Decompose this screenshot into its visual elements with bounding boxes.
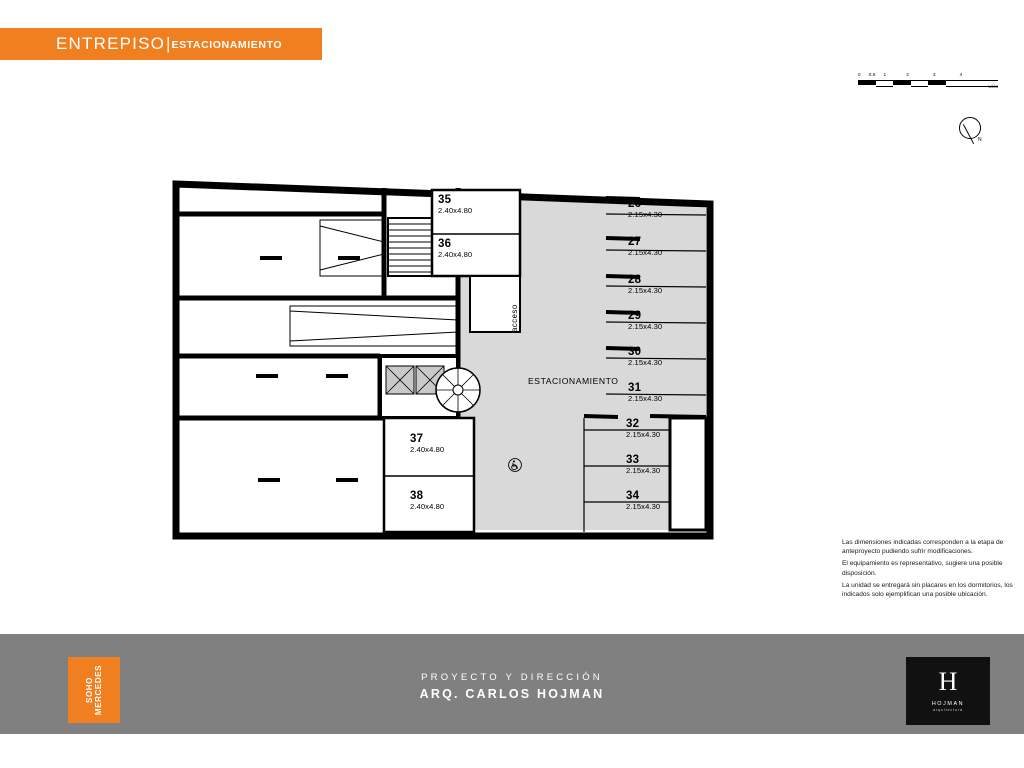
stall-31 bbox=[628, 382, 662, 404]
stall-29 bbox=[628, 310, 662, 332]
stall-33 bbox=[626, 454, 660, 476]
stall-35-dimension: 2.40x4.80 bbox=[438, 206, 473, 215]
credit-line-2: ARQ. CARLOS HOJMAN bbox=[419, 687, 605, 701]
stall-32 bbox=[626, 418, 660, 440]
stall-26-number: 26 bbox=[628, 198, 642, 210]
stall-27 bbox=[628, 236, 662, 258]
stall-35-number: 35 bbox=[438, 194, 452, 206]
stall-38-number: 38 bbox=[410, 490, 424, 502]
note-line-2: El equipamiento es representativo, sugiere una posible disposición. bbox=[842, 560, 1003, 577]
floorplan-drawing bbox=[170, 180, 725, 550]
scale-tick-3: 2 bbox=[906, 72, 909, 77]
logo-right-letter: H bbox=[938, 667, 958, 696]
scale-bar bbox=[858, 72, 998, 90]
wheelchair-icon bbox=[508, 458, 522, 472]
parking-area-label: ESTACIONAMIENTO bbox=[528, 376, 619, 386]
stall-27-number: 27 bbox=[628, 236, 642, 248]
stall-30 bbox=[628, 346, 662, 368]
stall-28-dimension: 2.15x4.30 bbox=[628, 286, 663, 295]
logo-left-line2: MERCEDES bbox=[94, 664, 103, 716]
stall-34-dimension: 2.15x4.30 bbox=[626, 502, 661, 511]
stall-28-number: 28 bbox=[628, 274, 642, 286]
stall-32-dimension: 2.15x4.30 bbox=[626, 430, 661, 439]
stall-31-number: 31 bbox=[628, 382, 642, 394]
stall-30-dimension: 2.15x4.30 bbox=[628, 358, 663, 367]
footer-credit bbox=[0, 672, 1024, 701]
stall-37-number: 37 bbox=[410, 433, 424, 445]
banner-separator: | bbox=[166, 34, 171, 53]
title-banner-text bbox=[56, 28, 282, 60]
stall-34-number: 34 bbox=[626, 490, 640, 502]
stall-29-number: 29 bbox=[628, 310, 642, 322]
logo-left-line1: SOHO bbox=[85, 677, 94, 703]
scale-bar-segments bbox=[858, 80, 998, 85]
stall-37 bbox=[410, 433, 444, 455]
stall-27-dimension: 2.15x4.30 bbox=[628, 248, 663, 257]
stall-36-dimension: 2.40x4.80 bbox=[438, 250, 473, 259]
scale-bar-ticks bbox=[858, 72, 998, 77]
banner-subtitle: ESTACIONAMIENTO bbox=[171, 39, 283, 51]
stall-34 bbox=[626, 490, 660, 512]
stall-35 bbox=[438, 194, 472, 216]
stall-29-dimension: 2.15x4.30 bbox=[628, 322, 663, 331]
stall-36 bbox=[438, 238, 472, 260]
stall-32-number: 32 bbox=[626, 418, 640, 430]
north-arrow-icon bbox=[957, 115, 991, 149]
note-line-1: Las dimensiones indicadas corresponden a la etapa de anteproyecto pudiendo sufrir modificaciones. bbox=[842, 539, 1004, 556]
stall-26 bbox=[628, 198, 662, 220]
stall-36-number: 36 bbox=[438, 238, 452, 250]
disclaimer-notes bbox=[842, 538, 1014, 602]
stall-37-dimension: 2.40x4.80 bbox=[410, 445, 445, 454]
scale-tick-1: 0.5 bbox=[868, 72, 876, 77]
stall-33-number: 33 bbox=[626, 454, 640, 466]
access-label: acceso bbox=[510, 304, 519, 332]
scale-tick-0: 0 bbox=[858, 72, 861, 77]
banner-title: ENTREPISO bbox=[56, 34, 166, 53]
scale-tick-2: 1 bbox=[883, 72, 887, 77]
stall-26-dimension: 2.15x4.30 bbox=[628, 210, 663, 219]
stall-30-number: 30 bbox=[628, 346, 642, 358]
stall-31-dimension: 2.15x4.30 bbox=[628, 394, 663, 403]
credit-line-1: PROYECTO Y DIRECCIÓN bbox=[421, 672, 603, 683]
note-line-3: La unidad se entregará sin placares en los dormitorios, los indicados solo ejemplifican una posible ubicación. bbox=[842, 581, 1013, 599]
stall-38 bbox=[410, 490, 444, 512]
north-label: N bbox=[978, 137, 982, 143]
title-banner bbox=[0, 28, 322, 60]
logo-right-subtitle: arquitectura bbox=[933, 708, 963, 712]
studio-logo-hojman bbox=[906, 657, 990, 725]
scale-tick-4: 3 bbox=[932, 72, 936, 77]
logo-right-name: HOJMAN bbox=[931, 701, 965, 707]
scale-ratio-label: 1/200 bbox=[987, 84, 998, 89]
stall-28 bbox=[628, 274, 662, 296]
stall-38-dimension: 2.40x4.80 bbox=[410, 502, 445, 511]
scale-tick-5: 4 bbox=[959, 72, 963, 77]
stall-33-dimension: 2.15x4.30 bbox=[626, 466, 661, 475]
